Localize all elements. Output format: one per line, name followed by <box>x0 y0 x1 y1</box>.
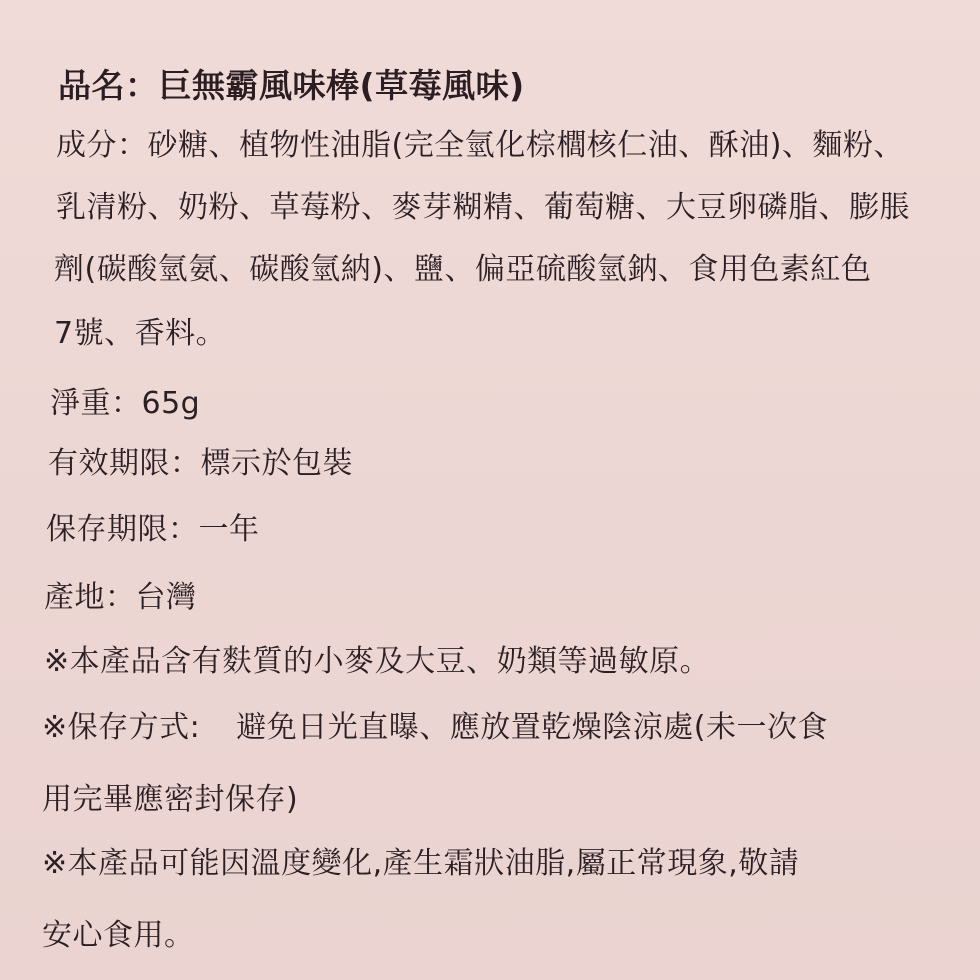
product-name: 品名：巨無霸風味棒(草莓風味) <box>58 66 525 105</box>
ingredients-line-4: 7號、香料。 <box>54 316 227 351</box>
storage-text-continued: 用完畢應密封保存) <box>42 782 299 817</box>
fat-bloom-note: ※本產品可能因溫度變化,產生霜狀油脂,屬正常現象,敬請 <box>42 846 800 881</box>
expiry-date: 有效期限：標示於包裝 <box>48 446 353 481</box>
storage-method <box>42 708 828 748</box>
fat-bloom-note-continued: 安心食用。 <box>42 918 195 953</box>
shelf-life: 保存期限：一年 <box>46 512 260 547</box>
origin: 產地：台灣 <box>44 580 197 615</box>
storage-label: ※保存方式: <box>42 710 201 745</box>
ingredients-line-1: 成分：砂糖、植物性油脂(完全氫化棕櫚核仁油、酥油)、麵粉、 <box>56 128 904 163</box>
ingredients-line-3: 劑(碳酸氫氨、碳酸氫納)、鹽、偏亞硫酸氫鈉、食用色素紅色 <box>54 252 872 287</box>
net-weight: 淨重：65g <box>50 386 201 421</box>
storage-text: 避免日光直曝、應放置乾燥陰涼處(未一次食 <box>236 710 828 745</box>
ingredients-line-2: 乳清粉、奶粉、草莓粉、麥芽糊精、葡萄糖、大豆卵磷脂、膨脹 <box>56 190 910 225</box>
allergen-note: ※本產品含有麩質的小麥及大豆、奶類等過敏原。 <box>44 644 711 679</box>
